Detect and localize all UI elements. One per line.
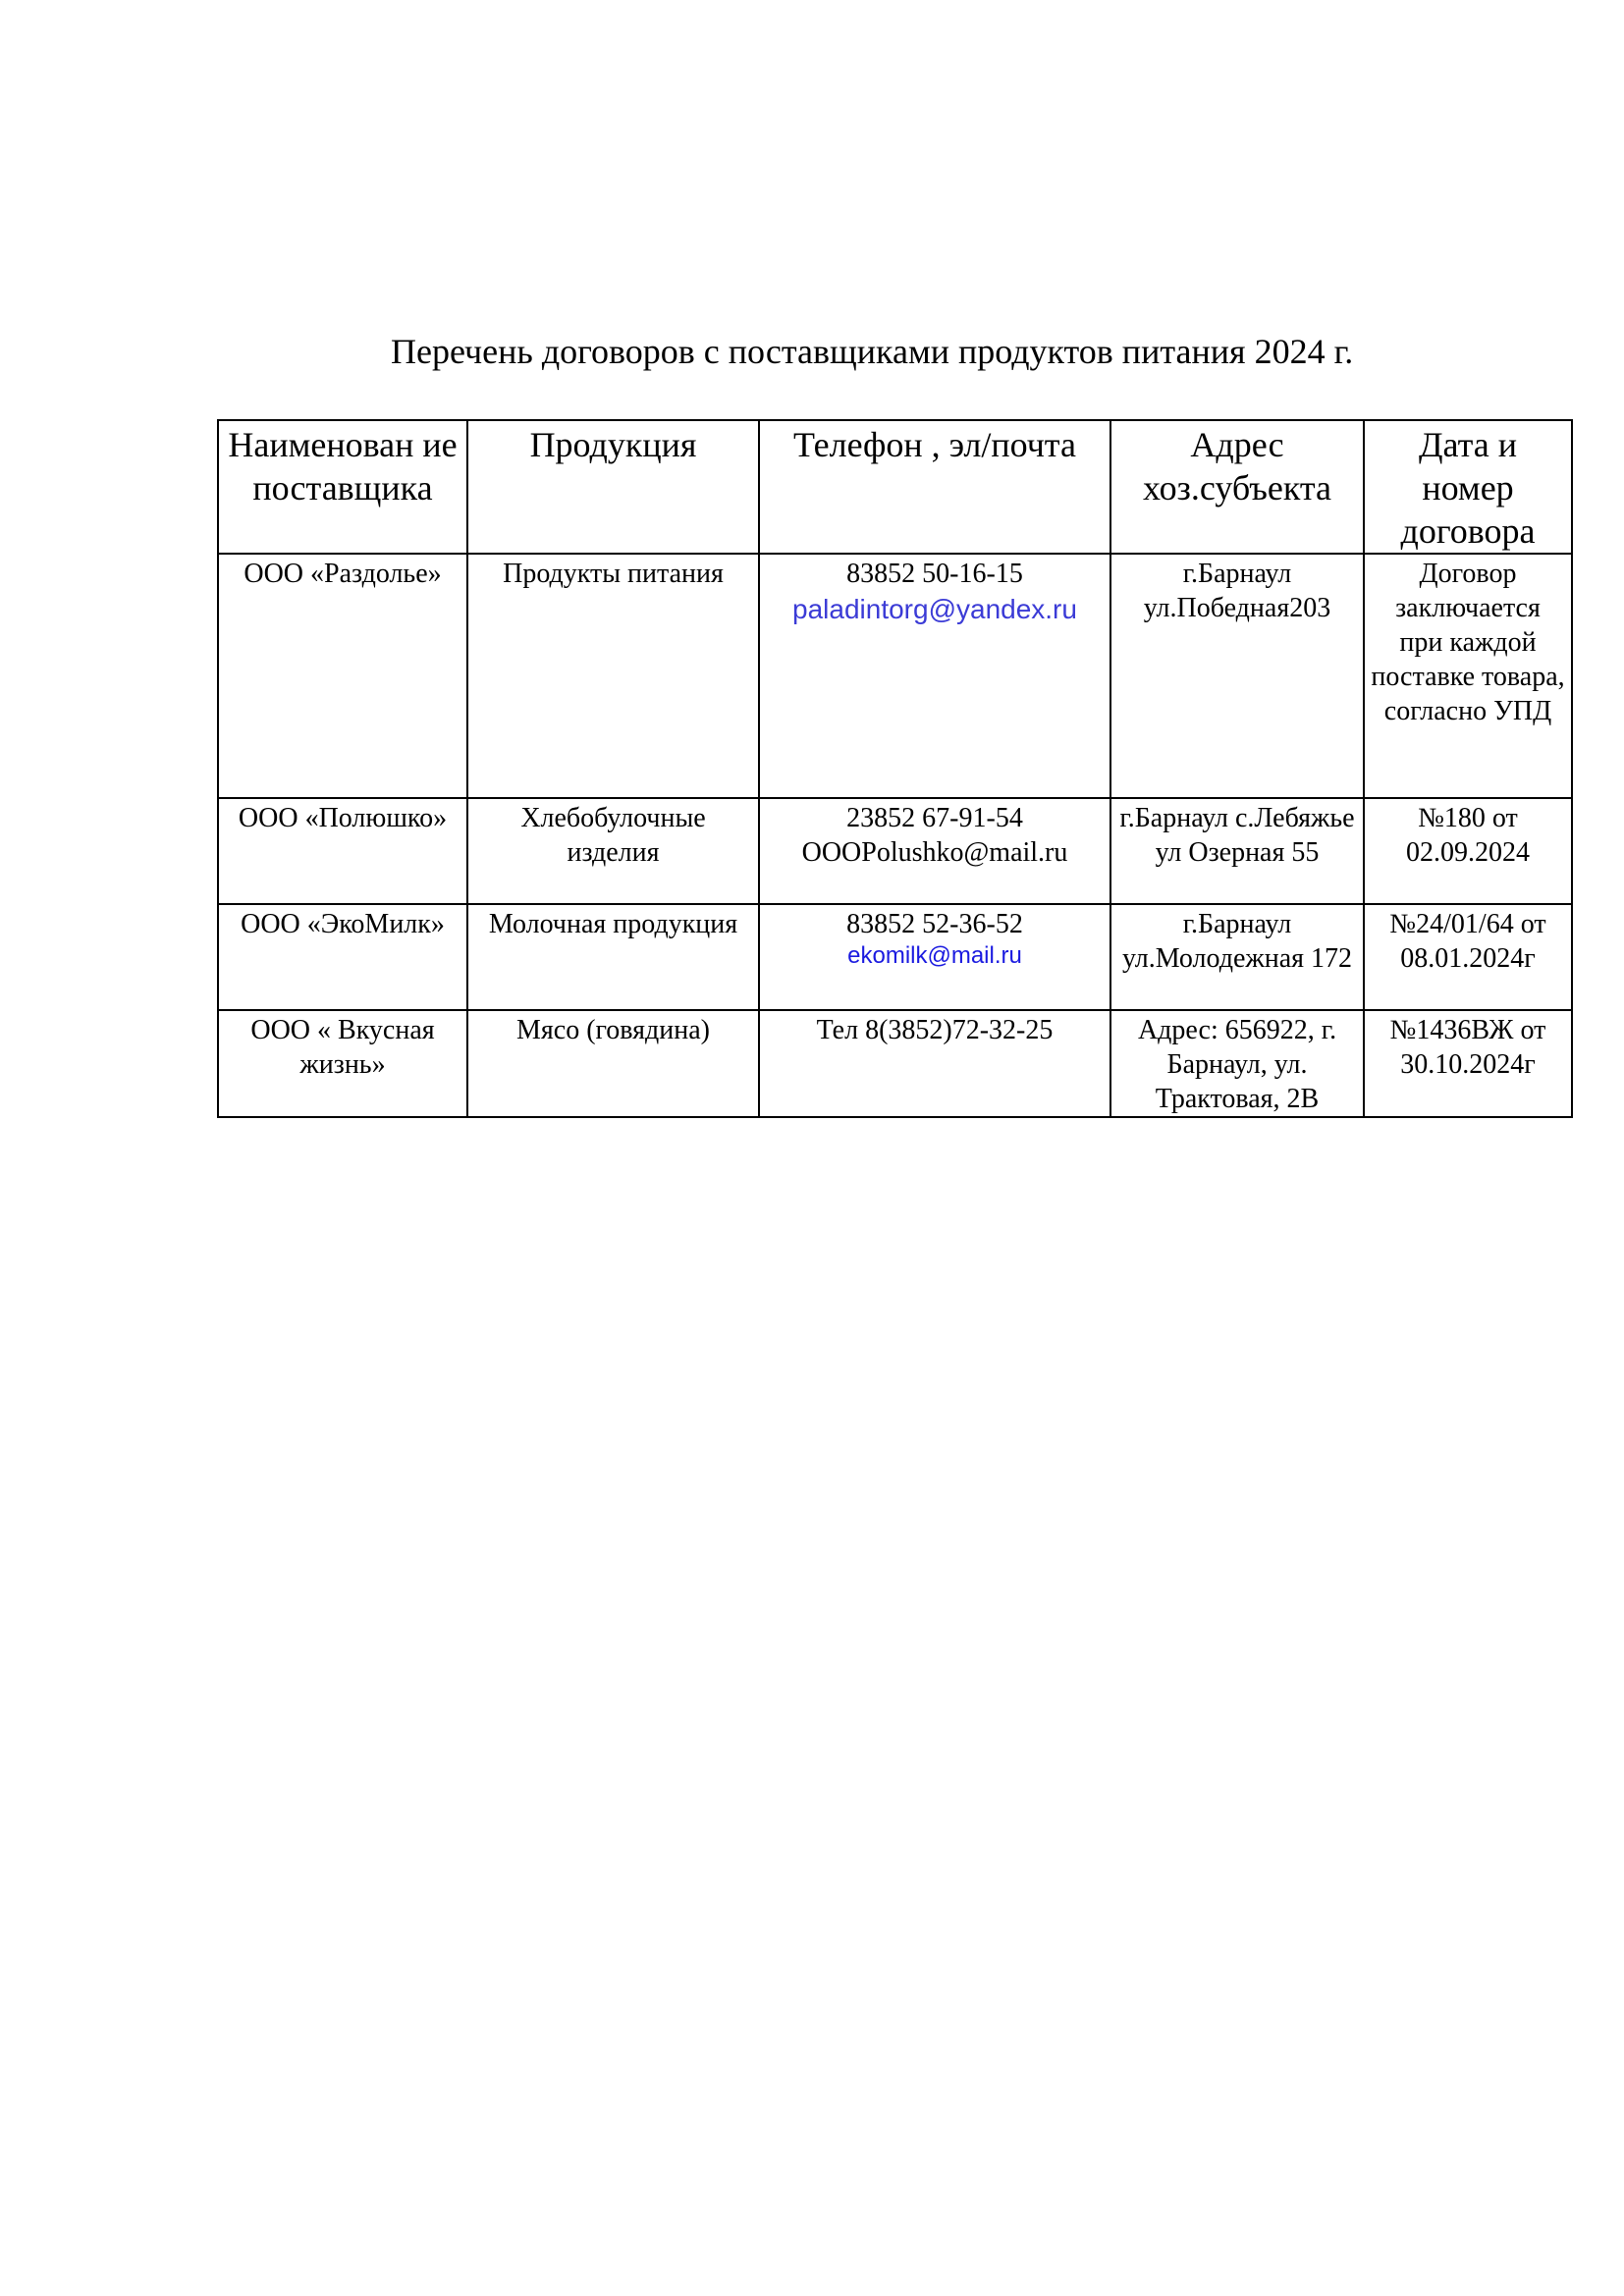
address-cell: г.Барнаул ул.Молодежная 172 [1110,904,1364,1010]
table-header-row [218,420,1572,554]
header-address: Адрес хоз.субъекта [1110,420,1364,554]
supplier-cell: ООО «ЭкоМилк» [218,904,467,1010]
phone-text: 83852 52-36-52 [846,909,1023,939]
header-contract: Дата и номер договора [1364,420,1572,554]
contacts-cell [759,904,1110,1010]
supplier-cell: ООО «Раздолье» [218,554,467,798]
contacts-cell [759,554,1110,798]
contract-cell: Договор заключается при каждой поставке товара, согласно УПД [1364,554,1572,798]
header-supplier: Наименован ие поставщика [218,420,467,554]
address-cell: г.Барнаул с.Лебяжье ул Озерная 55 [1110,798,1364,904]
email-text: OOOPolushko@mail.ru [801,837,1068,868]
product-cell: Продукты питания [467,554,759,798]
contacts-cell [759,1010,1110,1117]
phone-text: 83852 50-16-15 [846,559,1023,589]
supplier-cell: ООО «Полюшко» [218,798,467,904]
supplier-cell: ООО « Вкусная жизнь» [218,1010,467,1117]
contacts-cell [759,798,1110,904]
phone-text: 23852 67-91-54 [846,803,1023,833]
contract-cell: №24/01/64 от 08.01.2024г [1364,904,1572,1010]
product-cell: Молочная продукция [467,904,759,1010]
address-cell: г.Барнаул ул.Победная203 [1110,554,1364,798]
table-row [218,1010,1572,1117]
table-row [218,554,1572,798]
email-link[interactable]: ekomilk@mail.ru [847,942,1022,969]
product-cell: Хлебобулочные изделия [467,798,759,904]
product-cell: Мясо (говядина) [467,1010,759,1117]
contract-cell: №1436ВЖ от 30.10.2024г [1364,1010,1572,1117]
table-row [218,798,1572,904]
header-product: Продукция [467,420,759,554]
page-title: Перечень договоров с поставщиками продуктов питания 2024 г. [391,332,1354,371]
phone-text: Тел 8(3852)72-32-25 [816,1015,1054,1045]
contracts-table [217,419,1573,1118]
address-cell: Адрес: 656922, г. Барнаул, ул. Трактовая, 2В [1110,1010,1364,1117]
email-link[interactable]: paladintorg@yandex.ru [792,594,1077,624]
header-contacts: Телефон , эл/почта [759,420,1110,554]
contract-cell: №180 от 02.09.2024 [1364,798,1572,904]
table-row [218,904,1572,1010]
